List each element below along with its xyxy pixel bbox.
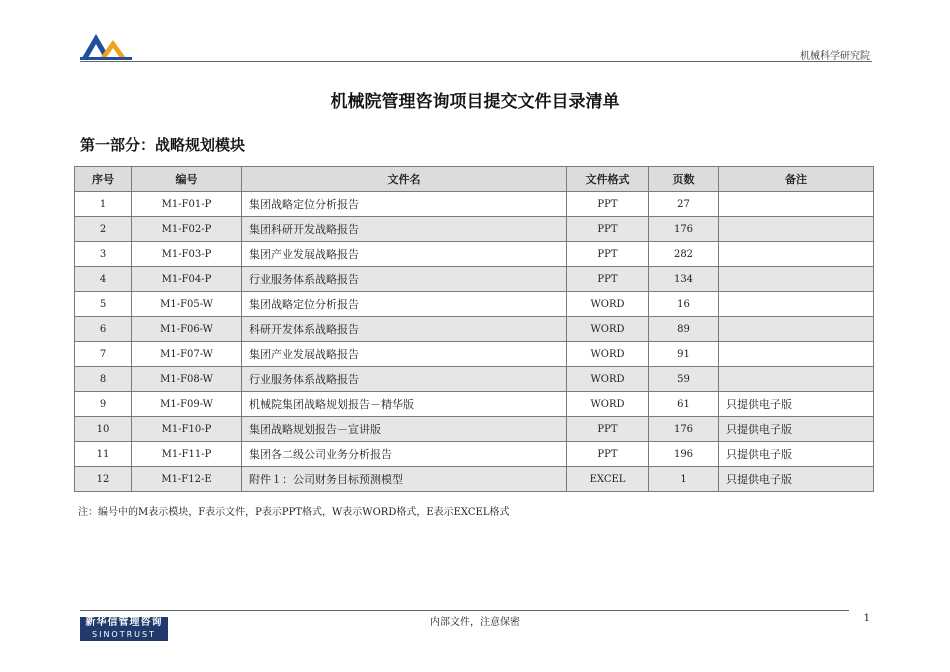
cell-format: PPT — [567, 192, 649, 217]
footnote: 注：编号中的M表示模块，F表示文件，P表示PPT格式，W表示WORD格式，E表示EXCEL格式 — [78, 507, 510, 518]
cell-code: M1-F10-P — [132, 417, 242, 442]
cell-seq: 1 — [75, 192, 132, 217]
table-row — [75, 192, 874, 217]
cell-pages: 61 — [649, 392, 719, 417]
cell-file-name: 科研开发体系战略报告 — [242, 317, 567, 342]
cell-note: 只提供电子版 — [719, 442, 874, 467]
cell-pages: 176 — [649, 217, 719, 242]
cell-seq: 6 — [75, 317, 132, 342]
table-row — [75, 467, 874, 492]
table-header-row — [75, 167, 874, 192]
column-header-pages: 页数 — [649, 167, 719, 192]
cell-file-name: 机械院集团战略规划报告－精华版 — [242, 392, 567, 417]
cell-file-name: 集团产业发展战略报告 — [242, 342, 567, 367]
cell-file-name: 集团各二级公司业务分析报告 — [242, 442, 567, 467]
cell-seq: 12 — [75, 467, 132, 492]
cell-note: 只提供电子版 — [719, 417, 874, 442]
cell-file-name: 集团战略定位分析报告 — [242, 292, 567, 317]
table-row — [75, 242, 874, 267]
cell-note — [719, 267, 874, 292]
cell-note — [719, 217, 874, 242]
cell-seq: 8 — [75, 367, 132, 392]
cell-note — [719, 367, 874, 392]
table-row — [75, 367, 874, 392]
column-header-note: 备注 — [719, 167, 874, 192]
cell-seq: 7 — [75, 342, 132, 367]
cell-pages: 27 — [649, 192, 719, 217]
cell-note — [719, 317, 874, 342]
cell-pages: 176 — [649, 417, 719, 442]
table-row — [75, 317, 874, 342]
cell-file-name: 行业服务体系战略报告 — [242, 367, 567, 392]
cell-format: WORD — [567, 392, 649, 417]
column-header-name: 文件名 — [242, 167, 567, 192]
company-logo — [80, 28, 132, 62]
cell-note: 只提供电子版 — [719, 392, 874, 417]
cell-file-name: 集团科研开发战略报告 — [242, 217, 567, 242]
cell-code: M1-F05-W — [132, 292, 242, 317]
cell-code: M1-F09-W — [132, 392, 242, 417]
cell-pages: 282 — [649, 242, 719, 267]
confidential-notice: 内部文件，注意保密 — [430, 617, 520, 628]
page-number: 1 — [863, 613, 870, 624]
cell-format: PPT — [567, 242, 649, 267]
cell-pages: 134 — [649, 267, 719, 292]
cell-file-name: 行业服务体系战略报告 — [242, 267, 567, 292]
cell-format: PPT — [567, 217, 649, 242]
cell-seq: 5 — [75, 292, 132, 317]
cell-format: PPT — [567, 417, 649, 442]
file-list-table — [74, 166, 874, 492]
table-row — [75, 267, 874, 292]
cell-pages: 59 — [649, 367, 719, 392]
cell-code: M1-F03-P — [132, 242, 242, 267]
cell-file-name: 集团产业发展战略报告 — [242, 242, 567, 267]
cell-format: PPT — [567, 267, 649, 292]
cell-note — [719, 292, 874, 317]
column-header-seq: 序号 — [75, 167, 132, 192]
column-header-format: 文件格式 — [567, 167, 649, 192]
cell-format: PPT — [567, 442, 649, 467]
table-row — [75, 392, 874, 417]
logo-en-text: SINOTRUST — [92, 630, 156, 639]
cell-file-name: 集团战略规划报告－宣讲版 — [242, 417, 567, 442]
cell-code: M1-F12-E — [132, 467, 242, 492]
cell-note — [719, 342, 874, 367]
footer-divider — [80, 610, 849, 611]
cell-pages: 1 — [649, 467, 719, 492]
table-row — [75, 292, 874, 317]
section-title: 第一部分：战略规划模块 — [80, 136, 246, 154]
cell-note — [719, 242, 874, 267]
table-row — [75, 442, 874, 467]
cell-seq: 4 — [75, 267, 132, 292]
header-org-name: 机械科学研究院 — [800, 51, 870, 62]
cell-format: WORD — [567, 342, 649, 367]
cell-pages: 196 — [649, 442, 719, 467]
cell-seq: 11 — [75, 442, 132, 467]
cell-format: WORD — [567, 367, 649, 392]
cell-code: M1-F11-P — [132, 442, 242, 467]
table-row — [75, 217, 874, 242]
cell-note — [719, 192, 874, 217]
cell-note: 只提供电子版 — [719, 467, 874, 492]
cell-code: M1-F08-W — [132, 367, 242, 392]
cell-seq: 2 — [75, 217, 132, 242]
logo-cn-text: 新华信管理咨询 — [85, 617, 163, 628]
cell-file-name: 集团战略定位分析报告 — [242, 192, 567, 217]
cell-format: WORD — [567, 317, 649, 342]
cell-code: M1-F07-W — [132, 342, 242, 367]
table-row — [75, 417, 874, 442]
cell-code: M1-F04-P — [132, 267, 242, 292]
table-row — [75, 342, 874, 367]
cell-seq: 3 — [75, 242, 132, 267]
cell-code: M1-F02-P — [132, 217, 242, 242]
cell-pages: 91 — [649, 342, 719, 367]
cell-code: M1-F01-P — [132, 192, 242, 217]
cell-format: EXCEL — [567, 467, 649, 492]
cell-seq: 9 — [75, 392, 132, 417]
cell-code: M1-F06-W — [132, 317, 242, 342]
cell-seq: 10 — [75, 417, 132, 442]
column-header-code: 编号 — [132, 167, 242, 192]
header-divider — [80, 61, 872, 62]
document-title: 机械院管理咨询项目提交文件目录清单 — [330, 92, 620, 112]
cell-file-name: 附件１：公司财务目标预测模型 — [242, 467, 567, 492]
cell-pages: 89 — [649, 317, 719, 342]
cell-pages: 16 — [649, 292, 719, 317]
cell-format: WORD — [567, 292, 649, 317]
